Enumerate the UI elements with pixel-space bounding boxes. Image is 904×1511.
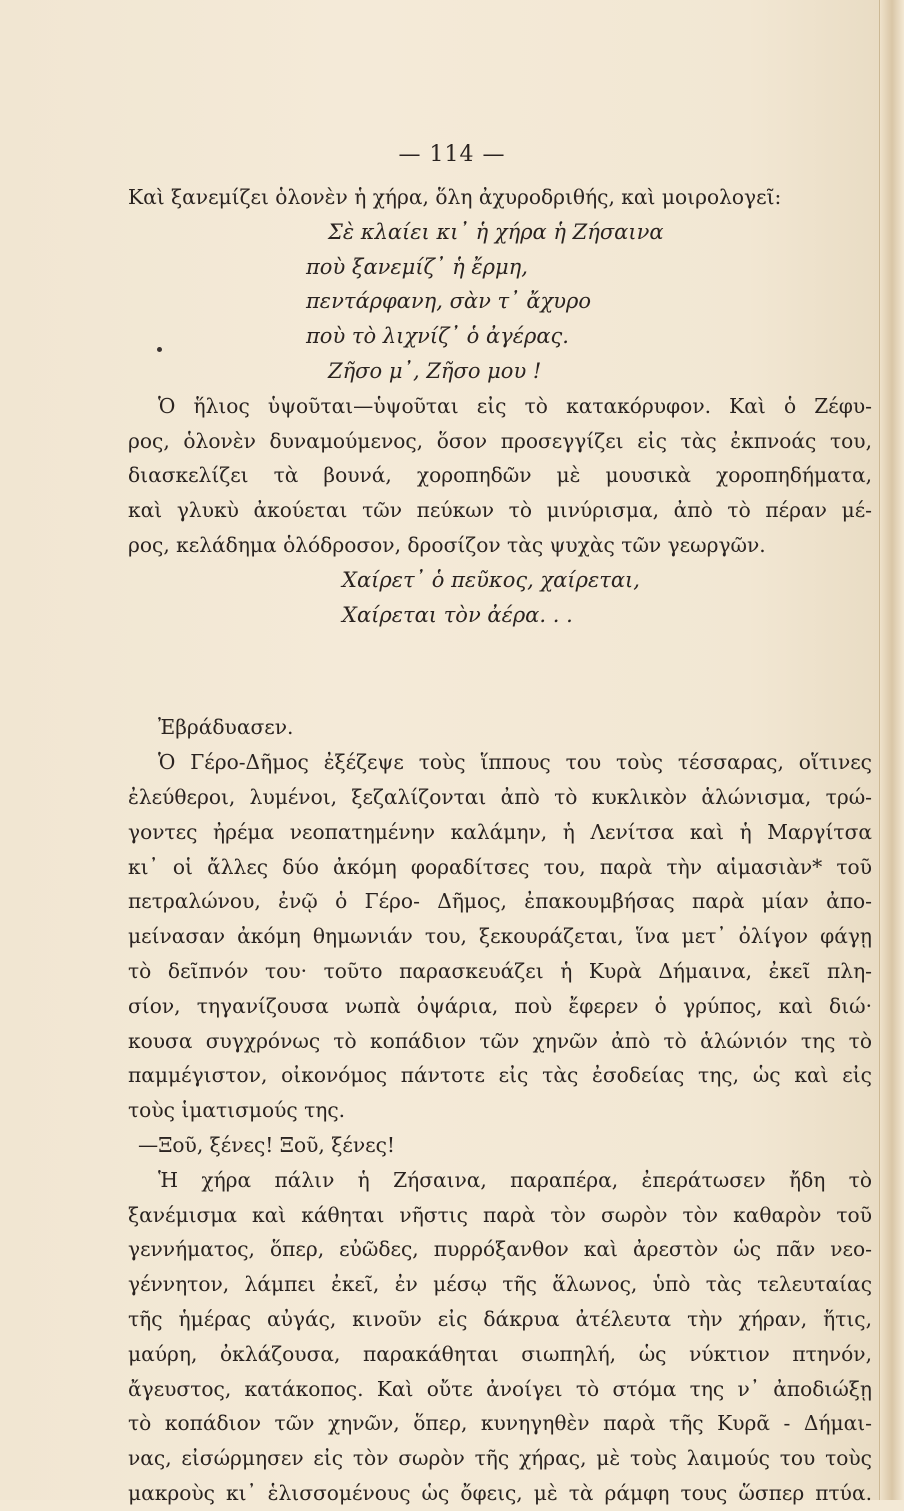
text-line: παμμέγιστον, οἰκονόμος πάντοτε εἰς τὰς ἐσοδείας της, ὡς καὶ εἰς [128,1063,872,1088]
page-number: — 114 — [398,142,506,167]
text-line: κουσα συγχρόνως τὸ κοπάδιον τῶν χηνῶν ἀπὸ τὸ ἁλώνιόν της τὸ [128,1028,872,1053]
text-line: Ἐβράδυασεν. [158,715,294,740]
verse-line: ποὺ τὸ λιχνίζ᾿ ὁ ἀγέρας. [306,324,569,349]
body-text [128,180,872,1511]
text-line: διασκελίζει τὰ βουνά, χοροπηδῶν μὲ μουσικὰ χοροπηδήματα, [128,463,872,488]
text-line: Ὁ Γέρο-Δῆμος ἐξέζεψε τοὺς ἵππους του τοὺς τέσσαρας, οἵτινες [158,750,872,775]
text-line: ξανέμισμα καὶ κάθηται νῆστις παρὰ τὸν σωρὸν τὸν καθαρὸν τοῦ [128,1202,872,1227]
text-line: νας, εἰσώρμησεν εἰς τὸν σωρὸν τῆς χήρας, μὲ τοὺς λαιμούς του τοὺς [128,1446,872,1471]
text-line: σίον, τηγανίζουσα νωπὰ ὀψάρια, ποὺ ἔφερεν ὁ γρύπος, καὶ διώ· [128,993,872,1018]
text-line: πετραλώνου, ἐνῷ ὁ Γέρο- Δῆμος, ἐπακουμβήσας παρὰ μίαν ἀπο- [128,889,872,914]
text-line: τὸ κοπάδιον τῶν χηνῶν, ὅπερ, κυνηγηθὲν παρὰ τῆς Κυρᾶ - Δήμαι- [128,1411,872,1436]
page-edge [879,0,904,1500]
text-line: μαύρη, ὀκλάζουσα, παρακάθηται σιωπηλή, ὡς νύκτιον πτηνόν, [128,1341,872,1366]
text-line: κι᾿ οἱ ἄλλες δύο ἀκόμη φοραδίτσες του, παρὰ τὴν αἱμασιὰν* τοῦ [128,854,872,879]
text-line: Καὶ ξανεμίζει ὁλονὲν ἡ χήρα, ὅλη ἀχυροδριθής, καὶ μοιρολογεῖ: [128,185,782,209]
text-line: καὶ γλυκὺ ἀκούεται τῶν πεύκων τὸ μινύρισμα, ἀπὸ τὸ πέραν μέ- [128,498,872,523]
text-line: γεννήματος, ὅπερ, εὐῶδες, πυρρόξανθον καὶ ἀρεστὸν ὡς πᾶν νεο- [128,1237,872,1262]
verse-line: ποὺ ξανεμίζ᾿ ἡ ἔρμη, [306,254,528,279]
text-line: ρος, κελάδημα ὁλόδροσον, δροσίζον τὰς ψυχὰς τῶν γεωργῶν. [128,532,766,557]
verse-line: πεντάρφανη, σὰν τ᾿ ἄχυρο [306,289,591,314]
verse-line: Χαίρεται τὸν ἀέρα. . . [342,602,573,627]
section-gap [128,632,872,710]
text-line: Ἡ χήρα πάλιν ἡ Ζήσαινα, παραπέρα, ἐπεράτωσεν ἤδη τὸ [158,1167,872,1192]
text-line: ἐλεύθεροι, λυμένοι, ξεζαλίζονται ἀπὸ τὸ κυκλικὸν ἁλώνισμα, τρώ- [128,784,872,809]
text-line: τοὺς ἱματισμούς της. [128,1098,346,1123]
text-line: Ὁ ἥλιος ὑψοῦται—ὑψοῦται εἰς τὸ κατακόρυφον. Καὶ ὁ Ζέφυ- [158,393,872,418]
text-line: ρος, ὁλονὲν δυναμούμενος, ὅσον προσεγγίζει εἰς τὰς ἐκπνοάς του, [128,428,872,453]
text-line: γοντες ἠρέμα νεοπατημένην καλάμην, ἡ Λενίτσα καὶ ἡ Μαργίτσα [128,819,872,844]
text-line: μακροὺς κι᾿ ἑλισσομένους ὡς ὄφεις, μὲ τὰ ράμφη τους ὥσπερ πτύα. [128,1480,872,1505]
text-line: μείνασαν ἀκόμη θημωνιάν του, ξεκουράζεται, ἵνα μετ᾿ ὀλίγον φάγῃ [128,924,872,949]
verse-line: Χαίρετ᾿ ὁ πεῦκος, χαίρεται, [342,567,640,592]
text-line: ἄγευστος, κατάκοπος. Καὶ οὔτε ἀνοίγει τὸ στόμα της ν᾿ ἀποδιώξῃ [128,1376,872,1401]
text-line: —Ξοῦ, ξένες! Ξοῦ, ξένες! [138,1132,395,1157]
text-line: γέννητον, λάμπει ἐκεῖ, ἐν μέσῳ τῆς ἅλωνος, ὑπὸ τὰς τελευταίας [128,1272,872,1297]
verse-line: Σὲ κλαίει κι᾿ ἡ χήρα ἡ Ζήσαινα [328,219,664,244]
verse-line: Ζῆσο μ᾿, Ζῆσο μου ! [328,358,542,383]
text-line: τὸ δεῖπνόν του· τοῦτο παρασκευάζει ἡ Κυρὰ Δήμαινα, ἐκεῖ πλη- [128,958,872,983]
text-line: τῆς ἡμέρας αὐγάς, κινοῦν εἰς δάκρυα ἀτέλευτα τὴν χήραν, ἥτις, [128,1306,872,1331]
